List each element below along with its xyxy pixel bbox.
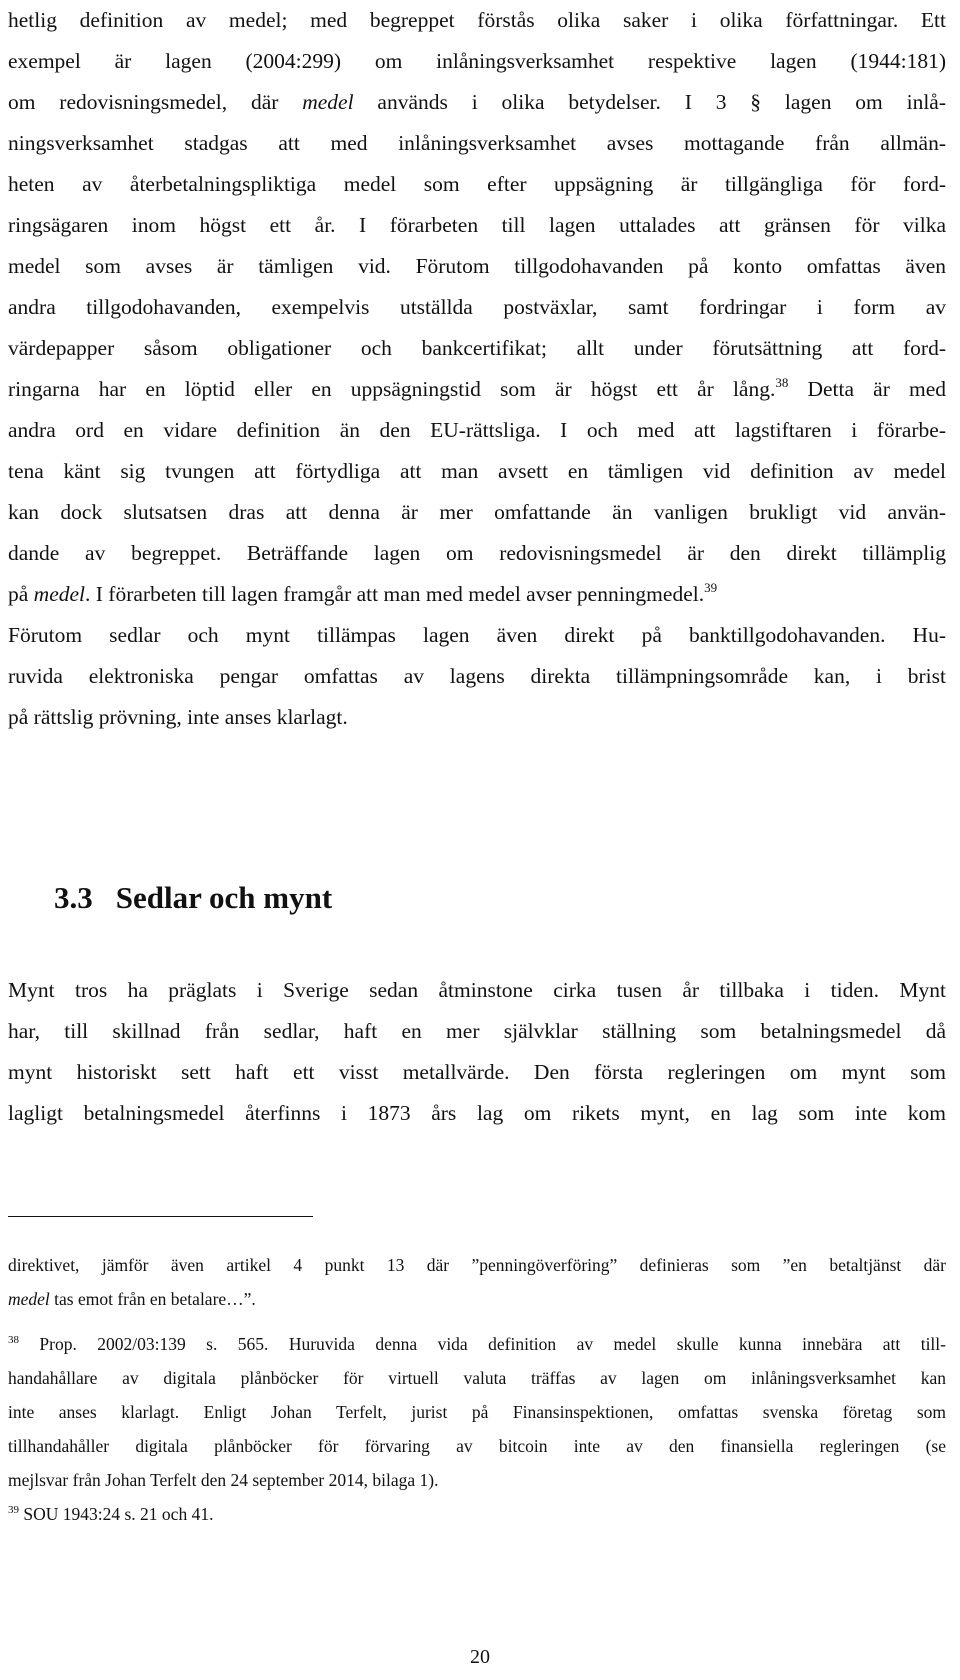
text-run: tas emot från en betalare…”. <box>49 1289 256 1309</box>
text-run: om redovisningsmedel, där <box>8 90 303 114</box>
footnote-line: handahållare av digitala plånböcker för virtuell valuta träffas av lagen om inlåningsverksamhet kan <box>8 1368 946 1388</box>
text-line: värdepapper såsom obligationer och bankcertifikat; allt under förutsättning att ford- <box>8 336 946 360</box>
footnote-marker: 38 <box>8 1334 19 1346</box>
footnote-39 <box>8 1497 946 1531</box>
footnote-line: direktivet, jämför även artikel 4 punkt 13 där ”penningöverföring” definieras som ”en betaltjänst där <box>8 1255 946 1275</box>
footnote-line: tillhandahåller digitala plånböcker för förvaring av bitcoin inte av den finansiella regleringen (se <box>8 1436 946 1456</box>
text-line: lagligt betalningsmedel återfinns i 1873 års lag om rikets mynt, en lag som inte kom <box>8 1101 946 1125</box>
text-run: används i olika betydelser. I 3 § lagen om inlå- <box>353 90 947 114</box>
footnote-line: mejlsvar från Johan Terfelt den 24 september 2014, bilaga 1). <box>8 1470 439 1490</box>
text-line: andra ord en vidare definition än den EU-rättsliga. I och med att lagstiftaren i förarbe- <box>8 418 946 442</box>
text-line: dande av begreppet. Beträffande lagen om redovisningsmedel är den direkt tillämplig <box>8 541 946 565</box>
page-number: 20 <box>470 1646 490 1668</box>
text-line: Förutom sedlar och mynt tillämpas lagen även direkt på banktillgodohavanden. Hu- <box>8 623 946 647</box>
text-run: Detta är med <box>788 377 946 401</box>
text-line: andra tillgodohavanden, exempelvis utställda postväxlar, samt fordringar i form av <box>8 295 946 319</box>
footnote-marker: 39 <box>704 580 718 595</box>
text-run: . I förarbeten till lagen framgår att man med medel avser penningmedel. <box>85 582 705 606</box>
footnote-marker: 39 <box>8 1504 19 1516</box>
text-line: kan dock slutsatsen dras att denna är mer omfattande än vanligen brukligt vid använ- <box>8 500 946 524</box>
text-line <box>8 574 946 614</box>
text-line: medel som avses är tämligen vid. Förutom tillgodohavanden på konto omfattas även <box>8 254 946 278</box>
text-line: ningsverksamhet stadgas att med inlåningsverksamhet avses mottagande från allmän- <box>8 131 946 155</box>
footnote-38 <box>8 1327 946 1361</box>
section-title: Sedlar och mynt <box>115 880 333 915</box>
text-line: hetlig definition av medel; med begreppet förstås olika saker i olika författningar. Ett <box>8 8 946 32</box>
italic-term: medel <box>8 1289 50 1309</box>
text-run: SOU 1943:24 s. 21 och 41. <box>19 1504 214 1524</box>
text-run: Prop. 2002/03:139 s. 565. Huruvida denna vida definition av medel skulle kunna innebära att till- <box>19 1334 946 1354</box>
text-line <box>8 82 946 122</box>
text-line: ringsägaren inom högst ett år. I förarbeten till lagen uttalades att gränsen för vilka <box>8 213 946 237</box>
text-line <box>8 369 946 409</box>
text-line: har, till skillnad från sedlar, haft en mer självklar ställning som betalningsmedel då <box>8 1019 946 1043</box>
italic-term: medel <box>33 582 86 606</box>
text-run: ringarna har en löptid eller en uppsägningstid som är högst ett år lång. <box>8 377 776 401</box>
text-line: på rättslig prövning, inte anses klarlagt. <box>8 705 348 729</box>
text-line: ruvida elektroniska pengar omfattas av lagens direkta tillämpningsområde kan, i brist <box>8 664 946 688</box>
text-line: exempel är lagen (2004:299) om inlåningsverksamhet respektive lagen (1944:181) <box>8 49 946 73</box>
text-line: Mynt tros ha präglats i Sverige sedan åtminstone cirka tusen år tillbaka i tiden. Mynt <box>8 978 946 1002</box>
section-heading <box>54 880 332 916</box>
footnote-line: inte anses klarlagt. Enligt Johan Terfelt, jurist på Finansinspektionen, omfattas svenska företag som <box>8 1402 946 1422</box>
section-number: 3.3 <box>54 880 93 915</box>
text-run: på <box>8 582 34 606</box>
italic-term: medel <box>302 90 354 114</box>
text-line: heten av återbetalningspliktiga medel som efter uppsägning är tillgängliga för ford- <box>8 172 946 196</box>
footnote-line <box>8 1282 946 1316</box>
footnote-marker: 38 <box>775 375 789 390</box>
text-line: tena känt sig tvungen att förtydliga att man avsett en tämligen vid definition av medel <box>8 459 946 483</box>
text-line: mynt historiskt sett haft ett visst metallvärde. Den första regleringen om mynt som <box>8 1060 946 1084</box>
footnote-separator <box>8 1216 313 1217</box>
